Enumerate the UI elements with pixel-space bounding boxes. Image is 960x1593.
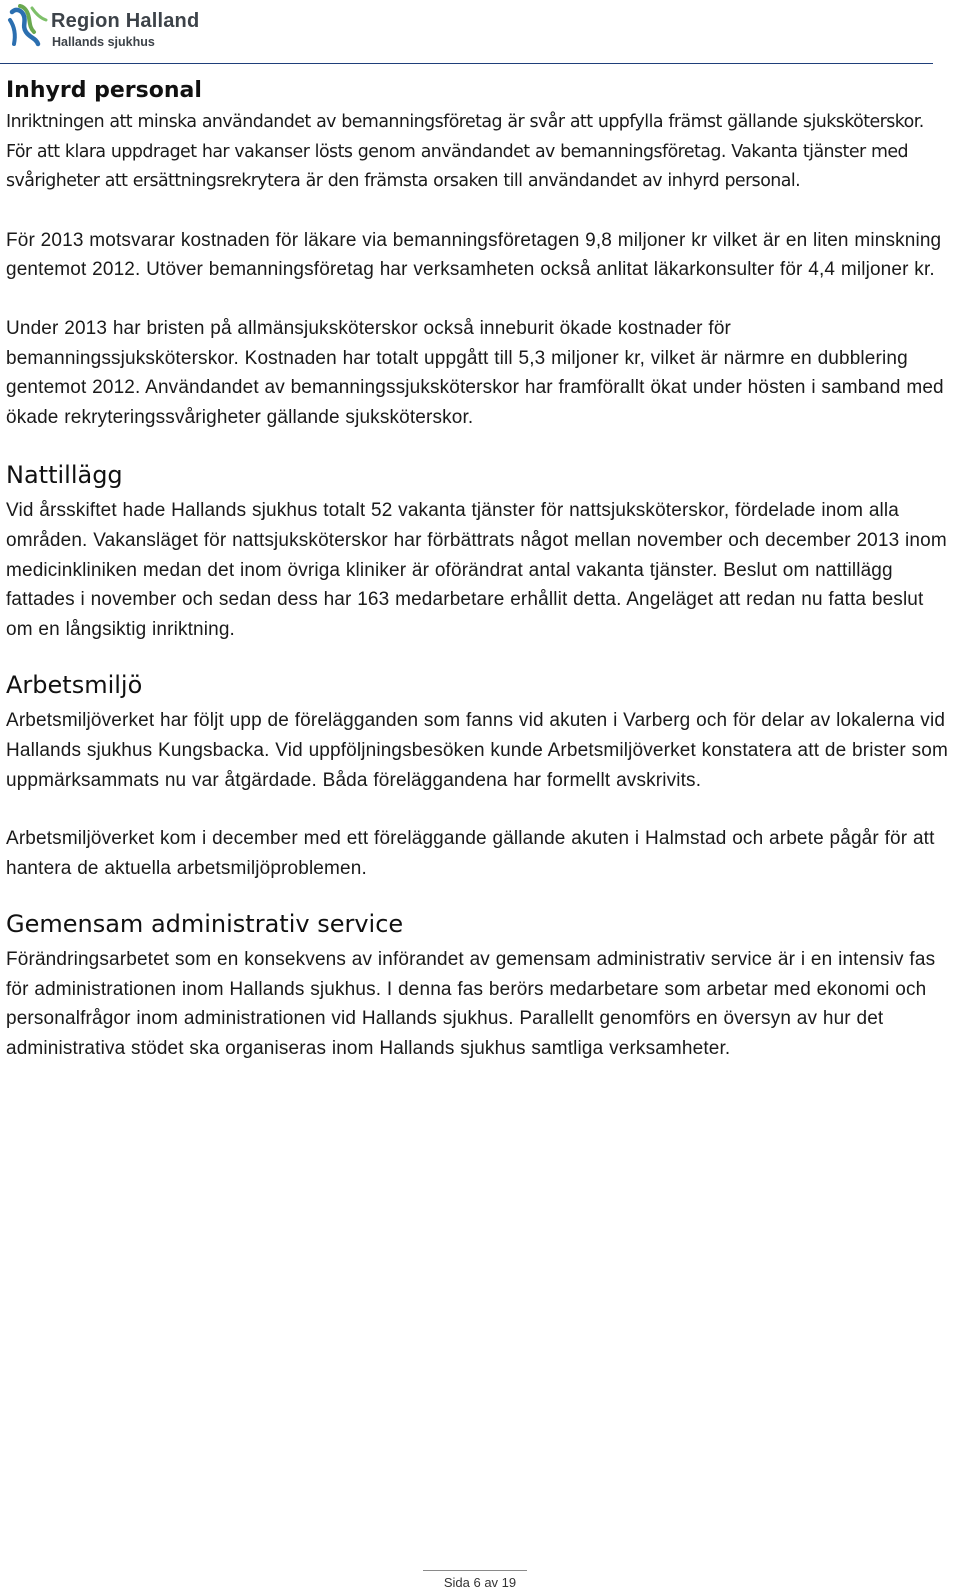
section-heading: Nattillägg [6, 461, 123, 490]
paragraph: Inriktningen att minska användandet av bemanningsföretag är svår att uppfylla främst gällande sjuksköterskor. För att klara uppdraget har vakanser lösts genom användandet av bemanningsföretag. Vakanta tjänster med svårigheter att ersättningsrekrytera är den främsta orsaken till användandet av inhyrd personal. [6, 112, 924, 192]
paragraph: Under 2013 har bristen på allmänsjuksköterskor också inneburit ökade kostnader för bemanningssjuksköterskor. Kostnaden har totalt uppgått till 5,3 miljoner kr, vilket är närmre en dubblering gentemot 2012. Användandet av bemanningssjuksköterskor har framförallt ökat under hösten i samband med ökade rekryteringssvårigheter gällande sjuksköterskor. [6, 317, 944, 428]
header-divider [0, 63, 933, 64]
logo-title: Region Halland [51, 10, 200, 32]
section-arbetsmiljo [6, 670, 950, 883]
paragraph: Arbetsmiljöverket kom i december med ett föreläggande gällande akuten i Halmstad och arbete pågår för att hantera de aktuella arbetsmiljöproblemen. [6, 828, 935, 879]
paragraph: Förändringsarbetet som en konsekvens av införandet av gemensam administrativ service är i en intensiv fas för administrationen inom Hallands sjukhus. I denna fas berörs medarbetare som arbetar med ekonomi och personalfrågor inom administrationen vid Hallands sjukhus. Parallellt genomförs en översyn av hur det administrativa stödet ska organiseras inom Hallands sjukhus samtliga verksamheter. [6, 949, 936, 1060]
paragraph: Arbetsmiljöverket har följt upp de förelägganden som fanns vid akuten i Varberg och för delar av lokalerna vid Hallands sjukhus Kungsbacka. Vid uppföljningsbesöken kunde Arbetsmiljöverket konstatera att de brister som uppmärksammats nu var åtgärdade. Båda föreläggandena har formellt avskrivits. [6, 710, 948, 791]
region-halland-logo-icon [6, 4, 50, 50]
page-header [0, 0, 960, 66]
document-body [6, 76, 950, 1064]
footer-divider [423, 1570, 527, 1571]
paragraph: Vid årsskiftet hade Hallands sjukhus totalt 52 vakanta tjänster för nattsjuksköterskor, fördelade inom alla områden. Vakansläget för nattsjuksköterskor har förbättrats något mellan november och december 2013 inom medicinkliniken medan det inom övriga kliniker är oförändrat antal vakanta tjänster. Beslut om nattillägg fattades i november och sedan dess har 163 medarbetare erhållit detta. Angeläget att redan nu fatta beslut om en långsiktig inriktning. [6, 500, 947, 640]
logo-subtitle: Hallands sjukhus [52, 35, 155, 49]
section-gemensam-administrativ-service [6, 909, 950, 1063]
section-inhyrd-personal [6, 76, 950, 432]
region-halland-logo [6, 4, 206, 52]
section-heading: Arbetsmiljö [6, 671, 143, 700]
page-footer [0, 1570, 960, 1593]
paragraph: För 2013 motsvarar kostnaden för läkare via bemanningsföretagen 9,8 miljoner kr vilket är en liten minskning gentemot 2012. Utöver bemanningsföretag har verksamheten också anlitat läkarkonsulter för 4,4 miljoner kr. [6, 229, 942, 281]
section-heading: Gemensam administrativ service [6, 910, 404, 939]
page-number: Sida 6 av 19 [443, 1575, 517, 1590]
section-nattillagg [6, 460, 950, 644]
section-heading: Inhyrd personal [6, 78, 202, 103]
